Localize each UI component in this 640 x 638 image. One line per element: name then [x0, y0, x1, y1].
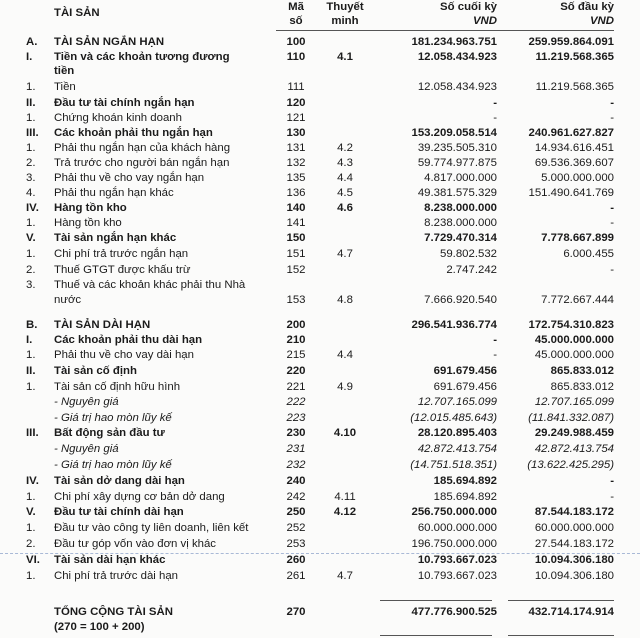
table-row	[0, 201, 640, 216]
row-begin-value: 12.707.165.099	[534, 396, 614, 408]
table-row	[0, 348, 640, 363]
row-ma-so: 230	[286, 427, 306, 439]
row-begin-value: 27.544.183.172	[534, 538, 614, 550]
total-label: TỔNG CỘNG TÀI SẢN	[54, 606, 173, 618]
table-row	[0, 474, 640, 489]
row-thuyet-minh: 4.7	[337, 248, 353, 260]
header-ma-so-line1: Mã	[288, 1, 304, 13]
row-code: 1.	[26, 248, 36, 260]
row-name: Các khoản phải thu ngắn hạn	[54, 127, 213, 139]
table-row	[0, 333, 640, 348]
row-begin-value: 7.772.667.444	[541, 294, 614, 306]
row-end-value: 181.234.963.751	[411, 36, 497, 48]
row-end-value: -	[493, 334, 497, 346]
table-row	[0, 490, 640, 505]
table-row	[0, 569, 640, 584]
row-code: 2.	[26, 264, 36, 276]
row-code: III.	[26, 127, 39, 139]
row-begin-value: 42.872.413.754	[534, 443, 614, 455]
table-row	[0, 293, 640, 308]
row-name: Chi phí trả trước dài hạn	[54, 570, 178, 582]
row-thuyet-minh: 4.4	[337, 349, 353, 361]
row-begin-value: 45.000.000.000	[534, 349, 614, 361]
row-ma-so: 232	[286, 459, 306, 471]
table-row	[0, 186, 640, 201]
total-end-double-rule	[380, 635, 492, 636]
table-row	[0, 80, 640, 95]
row-end-value: 12.707.165.099	[417, 396, 497, 408]
row-begin-value: 865.833.012	[550, 365, 614, 377]
row-begin-value: 6.000.455	[563, 248, 614, 260]
row-name: Tài sản ngắn hạn khác	[54, 232, 177, 244]
row-end-value: 59.774.977.875	[417, 157, 497, 169]
row-begin-value: 45.000.000.000	[534, 334, 614, 346]
row-begin-value: (13.622.425.295)	[527, 459, 614, 471]
row-end-value: 691.679.456	[433, 365, 497, 377]
row-code: 1.	[26, 349, 36, 361]
row-name: - Giá trị hao mòn lũy kế	[54, 459, 172, 471]
total-end-rule	[380, 600, 492, 601]
row-code: 1.	[26, 570, 36, 582]
row-end-value: 7.666.920.540	[424, 294, 497, 306]
row-name: Thuế và các khoản khác phải thu Nhà	[54, 279, 246, 291]
header-assets: TÀI SẢN	[54, 7, 100, 19]
row-ma-so: 150	[286, 232, 306, 244]
row-code: B.	[26, 319, 38, 331]
total-begin: 432.714.174.914	[528, 606, 614, 618]
row-end-value: 256.750.000.000	[411, 506, 497, 518]
row-name: TÀI SẢN NGẮN HẠN	[54, 36, 165, 48]
row-name: Tiền và các khoản tương đương	[54, 51, 230, 63]
row-thuyet-minh: 4.8	[337, 294, 353, 306]
row-name: Phải thu ngắn hạn khác	[54, 187, 174, 199]
row-name: Phải thu ngắn hạn của khách hàng	[54, 142, 231, 154]
row-thuyet-minh: 4.10	[333, 427, 357, 439]
row-name: Hàng tồn kho	[54, 217, 122, 229]
row-end-value: 2.747.242	[446, 264, 497, 276]
table-row	[0, 263, 640, 278]
row-end-value: 12.058.434.923	[417, 51, 497, 63]
row-end-value: 39.235.505.310	[417, 142, 497, 154]
table-row	[0, 126, 640, 141]
row-end-value: 296.541.936.774	[411, 319, 497, 331]
row-ma-so: 131	[286, 142, 306, 154]
row-ma-so: 210	[286, 334, 306, 346]
row-begin-value: 14.934.616.451	[534, 142, 614, 154]
row-code: I.	[26, 334, 33, 346]
row-begin-value: 259.959.864.091	[528, 36, 614, 48]
row-begin-value: (11.841.332.087)	[528, 412, 614, 424]
row-name: nước	[54, 294, 82, 306]
row-name: - Nguyên giá	[54, 443, 119, 455]
row-name: Phải thu về cho vay dài hạn	[54, 349, 194, 361]
header-beginning-of-period	[560, 0, 614, 28]
table-row	[0, 426, 640, 441]
row-begin-value: 87.544.183.172	[534, 506, 614, 518]
row-code: 4.	[26, 187, 36, 199]
table-row	[0, 395, 640, 410]
row-end-value: 10.793.667.023	[417, 554, 497, 566]
table-row	[0, 171, 640, 186]
row-thuyet-minh: 4.12	[333, 506, 357, 518]
row-begin-value: -	[610, 97, 614, 109]
row-end-value: 7.729.470.314	[424, 232, 497, 244]
row-end-value: 691.679.456	[433, 381, 497, 393]
total-begin-rule	[508, 600, 614, 601]
row-begin-value: 60.000.000.000	[534, 522, 614, 534]
row-end-value: 12.058.434.923	[417, 81, 497, 93]
row-ma-so: 151	[286, 248, 306, 260]
row-ma-so: 200	[286, 319, 306, 331]
row-code: 3.	[26, 172, 36, 184]
table-row	[0, 380, 640, 395]
row-name: - Giá trị hao mòn lũy kế	[54, 412, 172, 424]
table-row	[0, 50, 640, 65]
row-begin-value: 172.754.310.823	[528, 319, 614, 331]
row-name: Đầu tư vào công ty liên doanh, liên kết	[54, 522, 249, 534]
header-end-unit: VND	[472, 15, 497, 27]
row-begin-value: -	[610, 217, 614, 229]
row-thuyet-minh: 4.3	[337, 157, 353, 169]
row-code: 3.	[26, 279, 36, 291]
header-end-of-period	[440, 0, 497, 28]
row-begin-value: 29.249.988.459	[534, 427, 614, 439]
row-name: Chứng khoán kinh doanh	[54, 112, 182, 124]
row-begin-value: -	[610, 112, 614, 124]
row-code: 1.	[26, 217, 36, 229]
row-code: A.	[26, 36, 38, 48]
row-thuyet-minh: 4.2	[337, 142, 353, 154]
row-name: Bất động sản đầu tư	[54, 427, 165, 439]
table-row	[0, 318, 640, 333]
row-name: TÀI SẢN DÀI HẠN	[54, 319, 151, 331]
row-name: Chi phí xây dựng cơ bản dở dang	[54, 491, 225, 503]
row-ma-so: 252	[286, 522, 306, 534]
table-row	[0, 35, 640, 50]
table-row	[0, 247, 640, 262]
row-ma-so: 153	[286, 294, 306, 306]
table-row	[0, 411, 640, 426]
total-end: 477.776.900.525	[411, 606, 497, 618]
row-ma-so: 231	[286, 443, 306, 455]
row-begin-value: 7.778.667.899	[541, 232, 614, 244]
row-name: Hàng tồn kho	[54, 202, 127, 214]
row-begin-value: 240.961.627.827	[528, 127, 614, 139]
row-begin-value: 11.219.568.365	[535, 81, 614, 93]
row-end-value: 59.802.532	[439, 248, 497, 260]
row-end-value: 49.381.575.329	[417, 187, 497, 199]
row-code: 1.	[26, 381, 36, 393]
row-ma-so: 120	[286, 97, 306, 109]
row-begin-value: -	[610, 475, 614, 487]
row-end-value: 185.694.892	[433, 491, 497, 503]
table-row	[0, 458, 640, 473]
row-thuyet-minh: 4.4	[337, 172, 353, 184]
row-thuyet-minh: 4.1	[337, 51, 353, 63]
row-ma-so: 121	[286, 112, 306, 124]
row-name: - Nguyên giá	[54, 396, 119, 408]
table-row	[0, 64, 640, 79]
row-begin-value: 5.000.000.000	[541, 172, 614, 184]
table-row	[0, 505, 640, 520]
table-row	[0, 231, 640, 246]
row-thuyet-minh: 4.5	[337, 187, 353, 199]
row-end-value: (14.751.518.351)	[410, 459, 497, 471]
row-code: VI.	[26, 554, 40, 566]
row-thuyet-minh: 4.11	[334, 491, 356, 503]
header-ma-so	[276, 0, 316, 28]
row-name: Tài sản cố định	[54, 365, 137, 377]
row-ma-so: 215	[286, 349, 306, 361]
total-begin-double-rule	[508, 635, 614, 636]
row-begin-value: 69.536.369.607	[534, 157, 614, 169]
row-code: 1.	[26, 491, 36, 503]
row-ma-so: 240	[286, 475, 306, 487]
row-begin-value: 10.094.306.180	[534, 570, 614, 582]
row-name: Các khoản phải thu dài hạn	[54, 334, 203, 346]
row-name: Đầu tư tài chính ngắn hạn	[54, 97, 195, 109]
row-end-value: 60.000.000.000	[417, 522, 497, 534]
row-code: V.	[26, 232, 36, 244]
table-row	[0, 537, 640, 552]
table-row	[0, 521, 640, 536]
row-ma-so: 220	[286, 365, 306, 377]
row-ma-so: 222	[286, 396, 306, 408]
row-name: Tài sản cố định hữu hình	[54, 381, 181, 393]
row-name: Đầu tư góp vốn vào đơn vị khác	[54, 538, 216, 550]
row-ma-so: 135	[286, 172, 306, 184]
row-ma-so: 110	[286, 51, 306, 63]
table-row	[0, 96, 640, 111]
table-row	[0, 156, 640, 171]
row-code: IV.	[26, 475, 39, 487]
row-code: V.	[26, 506, 36, 518]
row-code: IV.	[26, 202, 39, 214]
row-begin-value: 151.490.641.769	[528, 187, 614, 199]
header-ma-so-line2: số	[289, 15, 303, 27]
row-end-value: 185.694.892	[433, 475, 497, 487]
row-name: Tài sản dài hạn khác	[54, 554, 166, 566]
row-name: Tài sản dở dang dài hạn	[54, 475, 185, 487]
header-thuyet-minh-line2: minh	[331, 15, 359, 27]
row-ma-so: 260	[286, 554, 306, 566]
table-row	[0, 442, 640, 457]
row-name: Tiền	[54, 81, 76, 93]
row-code: 1.	[26, 81, 36, 93]
header-begin-label: Số đầu kỳ	[560, 1, 614, 13]
row-ma-so: 253	[286, 538, 306, 550]
table-row	[0, 141, 640, 156]
row-end-value: 10.793.667.023	[417, 570, 497, 582]
header-underline	[276, 30, 614, 31]
row-begin-value: 10.094.306.180	[534, 554, 614, 566]
row-name: tiền	[54, 65, 75, 77]
row-begin-value: 11.219.568.365	[535, 51, 614, 63]
row-end-value: 8.238.000.000	[424, 202, 497, 214]
header-thuyet-minh	[316, 0, 374, 28]
row-code: 1.	[26, 112, 36, 124]
row-code: I.	[26, 51, 33, 63]
row-end-value: 28.120.895.403	[417, 427, 497, 439]
row-code: II.	[26, 365, 36, 377]
header-begin-unit: VND	[589, 15, 614, 27]
total-row	[0, 605, 640, 620]
row-end-value: 8.238.000.000	[424, 217, 497, 229]
row-end-value: (12.015.485.643)	[410, 412, 497, 424]
row-code: 1.	[26, 522, 36, 534]
table-row	[0, 364, 640, 379]
header-thuyet-minh-line1: Thuyết	[326, 1, 364, 13]
row-name: Thuế GTGT được khấu trừ	[54, 264, 191, 276]
row-end-value: -	[493, 349, 497, 361]
row-ma-so: 140	[286, 202, 306, 214]
row-thuyet-minh: 4.6	[337, 202, 353, 214]
row-ma-so: 141	[286, 217, 306, 229]
total-formula-row	[0, 620, 640, 635]
total-formula: (270 = 100 + 200)	[54, 621, 145, 633]
row-end-value: 196.750.000.000	[411, 538, 497, 550]
table-row	[0, 278, 640, 293]
row-thuyet-minh: 4.7	[337, 570, 353, 582]
table-row	[0, 216, 640, 231]
row-ma-so: 221	[286, 381, 306, 393]
row-end-value: -	[493, 112, 497, 124]
row-code: 2.	[26, 538, 36, 550]
row-ma-so: 152	[286, 264, 306, 276]
row-begin-value: -	[610, 491, 614, 503]
table-row	[0, 553, 640, 568]
row-ma-so: 223	[286, 412, 306, 424]
row-code: 1.	[26, 142, 36, 154]
row-begin-value: 865.833.012	[550, 381, 614, 393]
row-begin-value: -	[610, 202, 614, 214]
row-name: Trả trước cho người bán ngắn hạn	[54, 157, 230, 169]
row-name: Phải thu về cho vay ngắn hạn	[54, 172, 205, 184]
row-begin-value: -	[610, 264, 614, 276]
row-name: Đầu tư tài chính dài hạn	[54, 506, 184, 518]
row-thuyet-minh: 4.9	[337, 381, 353, 393]
row-ma-so: 250	[286, 506, 306, 518]
row-end-value: 153.209.058.514	[411, 127, 497, 139]
header-end-label: Số cuối kỳ	[440, 1, 497, 13]
row-end-value: 42.872.413.754	[417, 443, 497, 455]
row-ma-so: 111	[287, 81, 305, 93]
row-code: III.	[26, 427, 39, 439]
row-code: II.	[26, 97, 36, 109]
row-name: Chi phí trả trước ngắn hạn	[54, 248, 189, 260]
row-code: 2.	[26, 157, 36, 169]
scan-artifact-line	[0, 553, 640, 554]
table-row	[0, 111, 640, 126]
row-end-value: 4.817.000.000	[424, 172, 497, 184]
row-ma-so: 242	[286, 491, 306, 503]
row-ma-so: 100	[286, 36, 306, 48]
total-ma-so: 270	[286, 606, 306, 618]
row-ma-so: 136	[286, 187, 306, 199]
row-ma-so: 130	[286, 127, 306, 139]
row-ma-so: 132	[286, 157, 306, 169]
row-ma-so: 261	[286, 570, 306, 582]
row-end-value: -	[493, 97, 497, 109]
